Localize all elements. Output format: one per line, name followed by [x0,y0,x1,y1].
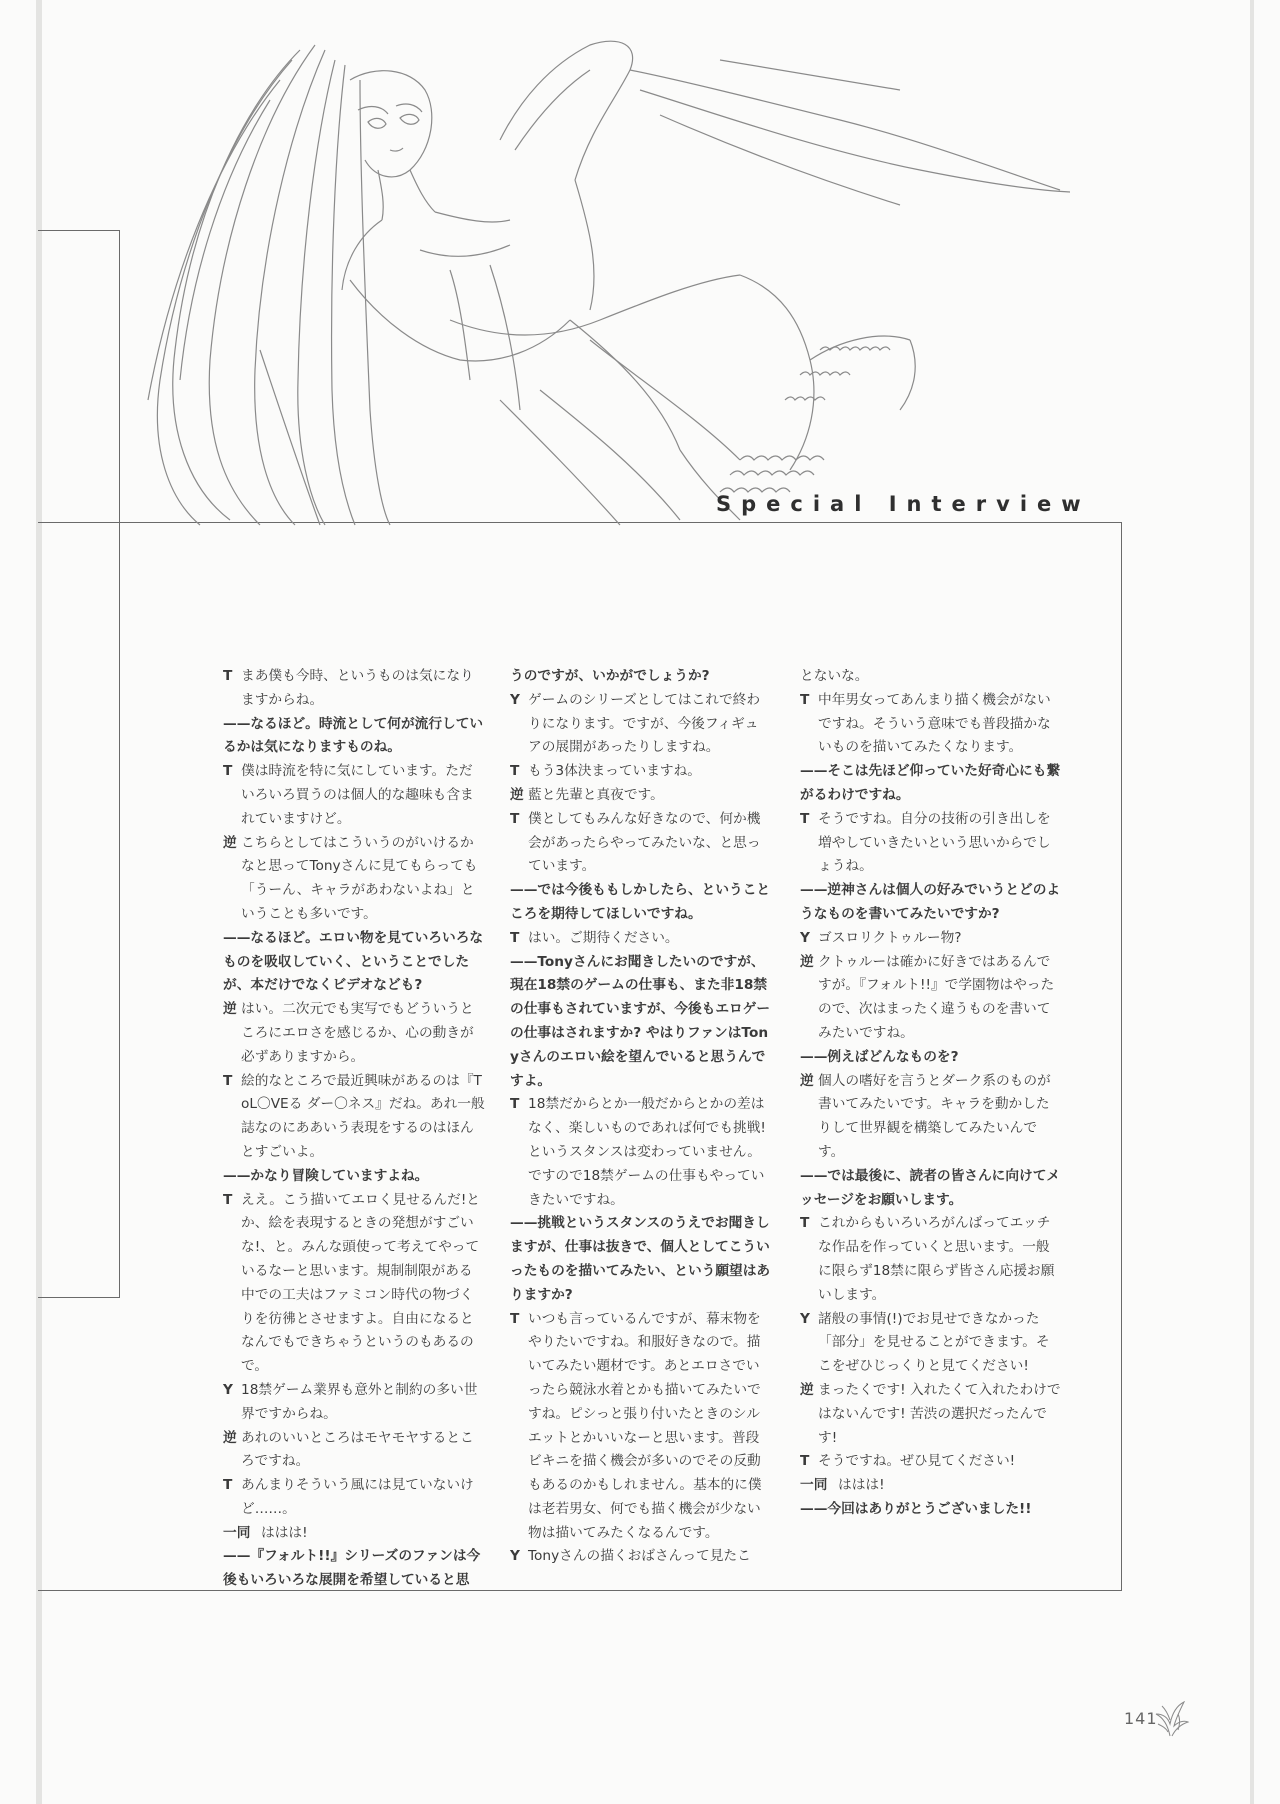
interview-answer [510,1093,772,1212]
frame-left-box-bottom [38,1297,120,1298]
interview-answer [800,665,1062,689]
interview-answer [223,1522,485,1546]
speaker-label: T [800,1453,810,1470]
paragraph-text: こちらとしてはこういうのがいけるかなと思ってTonyさんに見てもらっても「うーん、キャラがあわないよね」ということも多いです。 [241,834,478,922]
paragraph-text: ——今回はありがとうございました!! [800,1500,1032,1517]
speaker-label: Y [223,1381,233,1398]
interview-answer [800,1474,1062,1498]
paragraph-text: もう3体決まっていますね。 [528,763,701,780]
speaker-label: 逆 [510,786,524,803]
speaker-label: T [800,691,810,708]
interview-answer [800,808,1062,879]
speaker-label: Y [510,1548,520,1565]
speaker-label: T [223,668,233,684]
interviewer-question [800,1165,1062,1213]
interviewer-question [223,1165,485,1189]
speaker-label: 逆 [800,1381,814,1398]
interview-answer [510,808,772,879]
speaker-label: T [223,1072,233,1089]
paragraph-text: まあ僕も今時、というものは気になりますからね。 [241,668,474,708]
interview-answer [223,1070,485,1165]
interview-answer [510,927,772,951]
paragraph-text: うのですが、いかがでしょうか? [510,668,710,684]
speaker-label: T [510,929,520,946]
interviewer-question [510,1212,772,1307]
interviewer-question [510,951,772,1094]
paragraph-text: あんまりそういう風には見ていないけど……。 [241,1477,474,1517]
paragraph-text: 個人の嗜好を言うとダーク系のものが書いてみたいです。キャラを動かしたりして世界観を構築してみたいんです。 [818,1072,1051,1160]
interviewer-question [223,927,485,998]
interviewer-question [223,1545,485,1593]
paragraph-text: 諸般の事情(!)でお見せできなかった「部分」を見せることができます。そこをぜひじっくりと見てください! [818,1310,1050,1375]
interview-answer [223,1474,485,1522]
paragraph-text: 18禁だからとか一般だからとかの差はなく、楽しいものであれば何でも挑戦!というスタンスは変わっていません。ですので18禁ゲームの仕事もやっていきたいですね。 [528,1096,766,1208]
interviewer-question [223,713,485,761]
paragraph-text: ははは! [261,1524,308,1541]
speaker-label: Y [800,1310,810,1327]
interview-answer [223,1379,485,1427]
paragraph-text: ははは! [838,1477,885,1494]
speaker-label: T [800,1215,810,1232]
paragraph-text: ——なるほど。時流として何が流行しているかは気になりますものね。 [223,715,484,756]
paragraph-text: ——では今後ももしかしたら、ということころを期待してほしいですね。 [510,882,771,922]
interview-answer [223,998,485,1069]
speaker-label: 逆 [800,953,814,970]
paragraph-text: ——『フォルト!!』シリーズのファンは今後もいろいろな展開を希望していると思 [223,1548,481,1589]
interview-column-3 [800,665,1062,1522]
interview-answer [510,689,772,760]
paragraph-text: ゲームのシリーズとしてはこれで終わりになります。ですが、今後フィギュアの展開があったりしますね。 [528,691,761,756]
interviewer-question [800,760,1062,808]
paragraph-text: あれのいいところはモヤモヤするところですね。 [241,1429,474,1470]
interview-answer [510,1545,772,1569]
interview-answer [800,689,1062,760]
paragraph-text: 中年男女ってあんまり描く機会がないですね。そういう意味でも普段描かないものを描いてみたくなります。 [818,691,1051,756]
interview-answer [510,784,772,808]
paragraph-text: ——では最後に、読者の皆さんに向けてメッセージをお願いします。 [800,1167,1061,1208]
frame-content-right [1121,522,1122,1591]
paragraph-text: ——かなり冒険していますよね。 [223,1167,429,1184]
interviewer-question [800,879,1062,927]
paragraph-text: ええ。こう描いてエロく見せるんだ!とか、絵を表現するときの発想がすごいな!、と。みんな頭使って考えてやっているなーと思います。規制制限がある中での工夫はファミコン時代の物づくりを彷彿とさせますよ。自由になるとなんでもできちゃうというのもあるので。 [241,1191,480,1375]
interview-answer [800,1070,1062,1165]
paragraph-text: Tonyさんの描くおばさんって見たこ [528,1548,751,1565]
speaker-label: 一同 [800,1477,828,1494]
speaker-label: T [223,1477,233,1494]
paragraph-text: 僕としてもみんな好きなので、何か機会があったらやってみたいな、と思っています。 [528,810,761,875]
interview-answer [800,1379,1062,1450]
speaker-label: Y [510,691,520,708]
paragraph-text: クトゥルーは確かに好きではあるんですが。『フォルト!!』で学園物はやったので、次はまったく違うものを書いてみたいですね。 [818,953,1055,1041]
interview-answer [223,1427,485,1475]
paragraph-text: ——逆神さんは個人の好みでいうとどのようなものを書いてみたいですか? [800,882,1061,922]
speaker-label: Y [800,929,810,946]
interview-answer [800,1450,1062,1474]
interview-answer [800,1212,1062,1307]
paragraph-text: 18禁ゲーム業界も意外と制約の多い世界ですからね。 [241,1381,478,1422]
speaker-label: T [223,763,233,780]
paragraph-text: 絵的なところで最近興味があるのは『ToL〇VEる ダー〇ネス』だね。あれ一般誌なのにああいう表現をするのはほんとすごいよ。 [241,1072,485,1160]
character-line-art-illustration [120,20,1120,530]
interviewer-question [800,1046,1062,1070]
paragraph-text: はい。ご期待ください。 [528,929,679,946]
paragraph-text: ——なるほど。エロい物を見ていろいろなものを吸収していく、ということでしたが、本だけでなくビデオなども? [223,929,484,994]
interviewer-question [800,1498,1062,1522]
floral-ornament-icon [1150,1696,1190,1740]
paragraph-text: ——そこは先ほど仰っていた好奇心にも繋がるわけですね。 [800,763,1061,803]
speaker-label: T [800,810,810,827]
paragraph-text: そうですね。自分の技術の引き出しを増やしていきたいという思いからでしょうね。 [818,810,1051,875]
paragraph-text: 僕は時流を特に気にしています。ただいろいろ買うのは個人的な趣味も含まれていますけど。 [241,763,474,827]
paragraph-text: ——Tonyさんにお聞きしたいのですが、現在18禁のゲームの仕事も、また非18禁の仕事もされていますが、今後もエロゲーの仕事はされますか? やはりファンはTonyさんのエロい絵を望んでいると思うんですよ。 [510,953,771,1089]
paragraph-text: 藍と先輩と真夜です。 [528,786,664,803]
interview-answer [800,927,1062,951]
speaker-label: T [510,1096,520,1113]
scan-edge-left [36,0,42,1804]
speaker-label: 逆 [223,1429,237,1446]
paragraph-text: これからもいろいろがんばってエッチな作品を作っていくと思います。一般に限らず18禁に限らず皆さん応援お願いします。 [818,1215,1055,1303]
frame-content-bottom [38,1590,1122,1591]
interview-answer [223,665,485,713]
interview-column-1 [223,665,485,1593]
speaker-label: T [510,763,520,780]
interview-answer [510,760,772,784]
interview-answer [800,951,1062,1046]
interview-answer [223,1189,485,1379]
paragraph-text: まったくです! 入れたくて入れたわけではないんです! 苦渋の選択だったんです! [818,1381,1061,1446]
speaker-label: T [510,1310,520,1327]
paragraph-text: いつも言っているんですが、幕末物をやりたいですね。和服好きなので。描いてみたい題材です。あとエロさでいったら競泳水着とかも描いてみたいですね。ピシっと張り付いたときのシルエットとかいいなーと思います。普段ビキニを描く機会が多いのでその反動もあるのかもしれません。基本的に僕は老若男女、何でも描く機会が少ない物は描いてみたくなるんです。 [528,1310,762,1541]
interview-column-2 [510,665,772,1569]
interviewer-question [510,665,772,689]
speaker-label: 逆 [223,1001,237,1018]
interview-answer [510,1308,772,1546]
paragraph-text: ——例えばどんなものを? [800,1048,959,1065]
speaker-label: T [510,810,520,827]
paragraph-text: そうですね。ぜひ見てください! [818,1453,1016,1470]
speaker-label: 逆 [223,834,237,851]
paragraph-text: ゴスロリクトゥルー物? [818,929,962,946]
speaker-label: 一同 [223,1524,251,1541]
scan-edge-right [1250,0,1254,1804]
interview-answer [223,760,485,831]
speaker-label: T [223,1191,233,1208]
section-title: Special Interview [716,492,1091,516]
page-number: 141 [1124,1709,1158,1728]
interview-answer [800,1308,1062,1379]
speaker-label: 逆 [800,1072,814,1089]
paragraph-text: ——挑戦というスタンスのうえでお聞きしますが、仕事は抜きで、個人としてこういったものを描いてみたい、という願望はありますか? [510,1215,771,1303]
paragraph-text: とないな。 [800,668,869,684]
interview-answer [223,832,485,927]
frame-left-box-top [38,230,120,231]
interviewer-question [510,879,772,927]
paragraph-text: はい。二次元でも実写でもどういうところにエロさを感じるか、心の動きが必ずありますから。 [241,1001,474,1065]
